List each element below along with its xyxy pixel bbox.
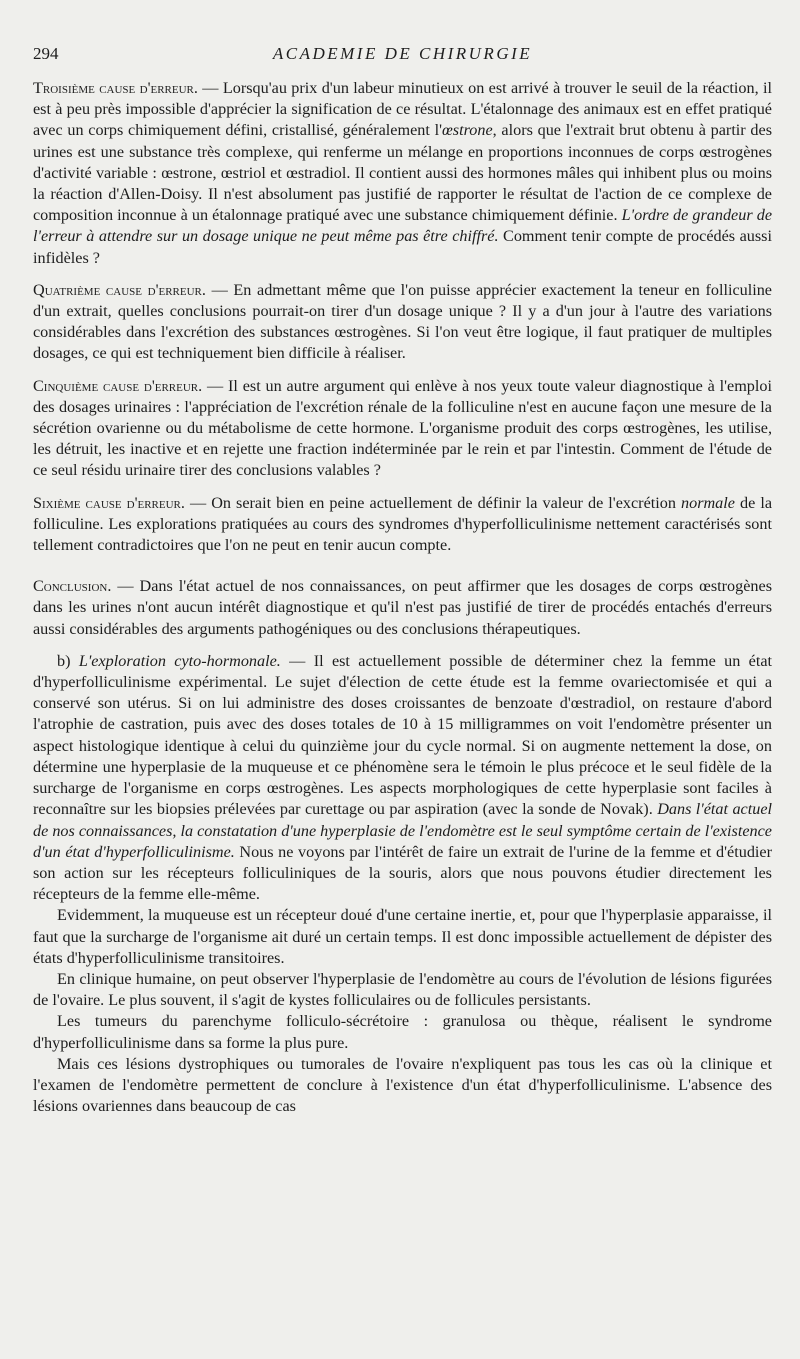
text-run: Nous ne voyons par l'intérêt de faire un extrait de l'urine de la femme et d'étudier son action sur les récepteurs folliculiniques de la souris, alors que nous pouvons étudier directement les récepteurs de la femme elle-même. xyxy=(33,842,772,904)
paragraph xyxy=(33,576,772,640)
text-run: — Lorsqu'au prix d'un labeur minutieux on est arrivé à trouver le seuil de la réaction, il est à peu près impossible d'apprécier la signification de ce résultat. L'étalonnage des animaux est en effet pratiqué avec un corps chimiquement défini, cristallisé, généralement l' xyxy=(33,79,772,140)
paragraph xyxy=(33,376,772,482)
italic-run: L'exploration cyto-hormonale. xyxy=(78,651,281,670)
text-run: Mais ces lésions dystrophiques ou tumorales de l'ovaire n'expliquent pas tous les cas où la clinique et l'examen de l'endomètre permettent de conclure à l'existence d'un état d'hyperfolliculinisme. L'absence des lésions ovariennes dans beaucoup de cas xyxy=(33,1054,772,1116)
italic-run: Dans l'état actuel de nos connaissances, la constatation d'une hyperplasie de l'endomètre est le seul symptôme certain de l'existence d'un état d'hyperfolliculinisme. xyxy=(33,800,773,861)
paragraph xyxy=(33,651,772,905)
text-run: — Dans l'état actuel de nos connaissances, on peut affirmer que les dosages de corps œstrogènes dans les urines n'ont aucun intérêt diagnostique et qu'il n'est pas justifié de tirer de procédés entachés d'erreurs aussi considérables des arguments pathogéniques ou des conclusions thérapeutiques. xyxy=(33,577,772,638)
text-run: — Il est un autre argument qui enlève à nos yeux toute valeur diagnostique à l'emploi des dosages urinaires : l'appréciation de l'excrétion rénale de la folliculine n'est en aucune façon une mesure de la sécrétion ovarienne ou du métabolisme de cette hormone. L'organisme produit des corps œstrogènes, les utilise, les détruit, les inactive et en rejette une fraction indéterminée par le rein et par l'intestin. Comment de l'étude de ce seul résidu urinaire tirer des conclusions valables ? xyxy=(33,376,772,480)
text-run: Evidemment, la muqueuse est un récepteur doué d'une certaine inertie, et, pour que l'hyperplasie apparaisse, il faut que la surcharge de l'organisme ait duré un certain temps. Il est donc impossible actuellement de dépister des états d'hyperfolliculinisme transitoires. xyxy=(33,906,772,967)
italic-run: L'ordre de grandeur de l'erreur à attendre sur un dosage unique ne peut même pas être chiffré. xyxy=(33,206,773,246)
paragraph xyxy=(33,1054,772,1118)
italic-run: œstrone xyxy=(442,121,493,140)
text-run: b) xyxy=(57,651,79,670)
text-run: — Il est actuellement possible de déterminer chez la femme un état d'hyperfolliculinisme expérimental. Le sujet d'élection de cette étude est la femme ovariectomisée et qui a conservé son utérus. Si on lui administre des doses croissantes de benzoate d'œstradiol, on restaure d'abord l'atrophie de castration, puis avec des doses totales de 10 à 15 milligrammes on voit l'endomètre présenter un aspect histologique identique à celui du quinzième jour du cycle normal. Si on augmente nettement la dose, on détermine une hyperplasie de la muqueuse et ce phénomène sera le témoin le plus précoce et le seul fidèle de la surcharge de l'organisme en corps œstrogènes. Les aspects morphologiques de cette hyperplasie sont faciles à reconnaître sur les biopsies prélevées par curettage ou par aspiration (avec la sonde de Novak). xyxy=(33,651,773,819)
italic-run: normale xyxy=(681,493,735,512)
text-run: Comment tenir compte de procédés aussi infidèles ? xyxy=(33,227,772,267)
page-header xyxy=(33,44,772,66)
text-run: de la folliculine. Les explorations pratiquées au cours des syndromes d'hyperfolliculinisme nettement caractérisés sont tellement contradictoires que l'on ne peut en tenir aucun compte. xyxy=(33,493,773,555)
paragraph xyxy=(33,78,772,269)
paragraph xyxy=(33,493,772,557)
section-heading: Quatrième cause d'erreur. xyxy=(33,280,206,299)
paragraph xyxy=(33,969,772,1011)
text-run: — On serait bien en peine actuellement de définir la valeur de l'excrétion xyxy=(184,493,681,512)
section-heading: Troisième cause d'erreur. xyxy=(33,79,198,97)
paragraph xyxy=(33,905,772,969)
paragraph xyxy=(33,1011,772,1053)
section-heading: Sixième cause d'erreur. xyxy=(33,493,185,512)
section-heading: Cinquième cause d'erreur. xyxy=(33,376,203,395)
text-run: Les tumeurs du parenchyme folliculo-sécrétoire : granulosa ou thèque, réalisent le syndrome d'hyperfolliculinisme dans sa forme la plus pure. xyxy=(33,1012,772,1052)
page-number: 294 xyxy=(33,44,59,63)
body-text xyxy=(33,78,772,1117)
paragraph xyxy=(33,280,772,365)
text-run: — En admettant même que l'on puisse apprécier exactement la teneur en folliculine d'un extrait, quelles conclusions pourrait-on tirer d'un dosage unique ? Il y a d'un jour à l'autre des variations considérables dans l'excrétion des substances œstrogènes. Si l'on veut être logique, il faut pratiquer de multiples dosages, ce qui est techniquement bien difficile à réaliser. xyxy=(33,280,772,363)
text-run: En clinique humaine, on peut observer l'hyperplasie de l'endomètre au cours de l'évolution de lésions figurées de l'ovaire. Le plus souvent, il s'agit de kystes folliculaires ou de follicules persistants. xyxy=(33,969,772,1010)
section-heading: Conclusion. xyxy=(33,577,112,596)
text-run: , alors que l'extrait brut obtenu à partir des urines est une substance très complexe, qui renferme un mélange en proportions inconnues de corps œstrogènes d'activité variable : œstrone, œstriol et œstradiol. Il contient aussi des hormones mâles qui inhibent plus ou moins la réaction d'Allen-Doisy. Il n'est absolument pas justifié de rapporter le résultat de l'action de ce complexe de composition inconnue à un étalonnage pratiqué avec une substance chimiquement définie. xyxy=(33,121,772,225)
running-head: ACADEMIE DE CHIRURGIE xyxy=(272,44,533,63)
